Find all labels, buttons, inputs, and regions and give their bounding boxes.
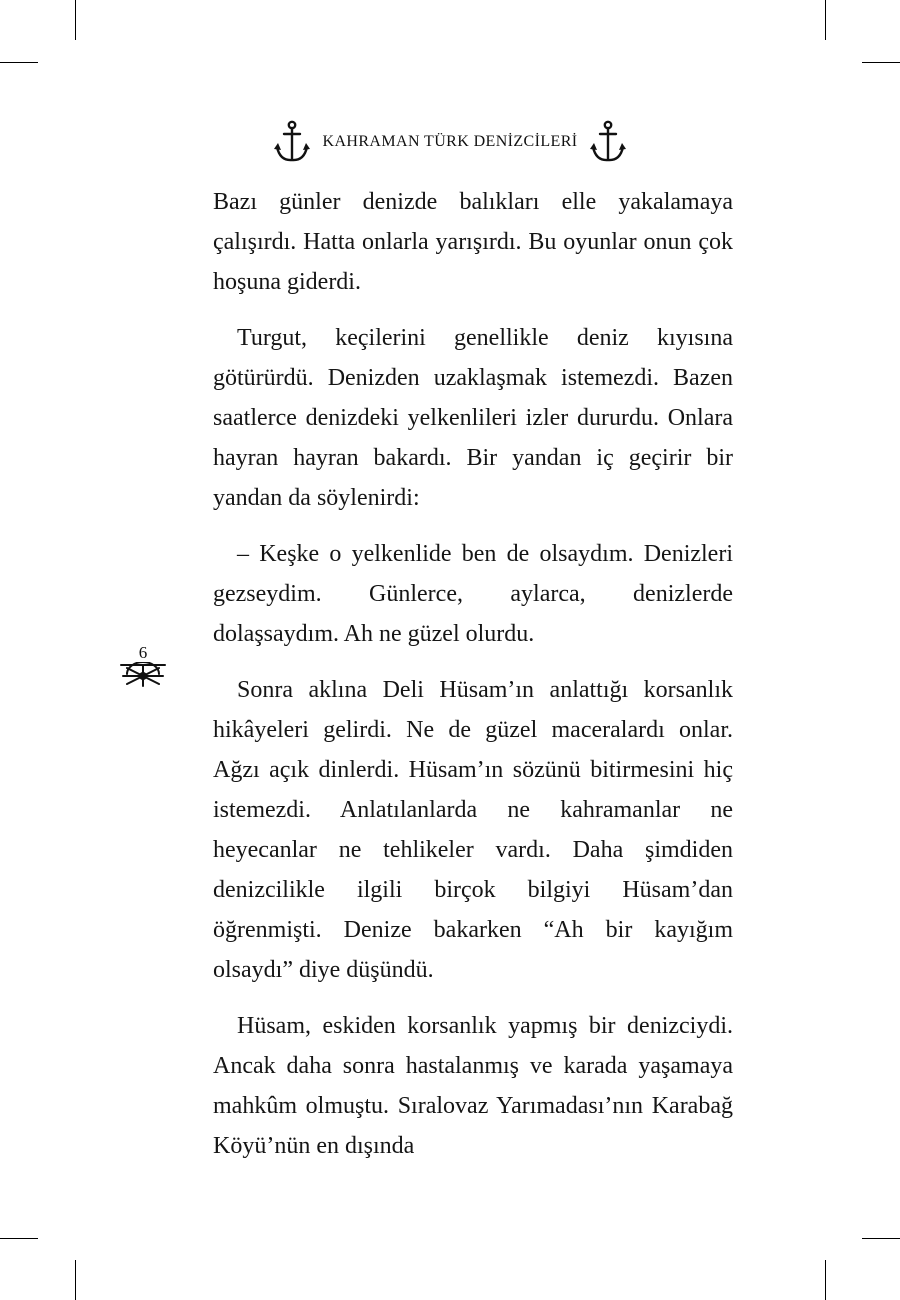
- paragraph: Hüsam, eskiden korsanlık yapmış bir denizciydi. Ancak daha sonra hastalanmış ve karada yaşamaya mahkûm olmuştu. Sıralovaz Yarımadası’nın Karabağ Köyü’nün en dışında: [213, 1013, 733, 1159]
- page-number: 6: [138, 643, 148, 662]
- crop-mark-right-top: [862, 62, 900, 63]
- crop-mark-bottom-right: [825, 1260, 826, 1300]
- running-header-title: KAHRAMAN TÜRK DENİZCİLERİ: [322, 133, 578, 150]
- paragraph: Sonra aklına Deli Hüsam’ın anlattığı korsanlık hikâyeleri gelirdi. Ne de güzel maceralardı onlar. Ağzı açık dinlerdi. Hüsam’ın sözünü bitirmesini hiç istemezdi. Anlatılanlarda ne kahramanlar ne heyecanlar ne tehlikeler vardı. Daha şimdiden denizcilikle ilgili birçok bilgiyi Hüsam’dan öğrenmişti. Denize bakarken “Ah bir kayığım olsaydı” diye düşündü.: [213, 677, 733, 983]
- crop-mark-top-left: [75, 0, 76, 40]
- paragraph: Turgut, keçilerini genellikle deniz kıyısına götürürdü. Denizden uzaklaşmak istemezdi. Bazen saatlerce denizdeki yelkenlileri izler dururdu. Onlara hayran hayran bakardı. Bir yandan iç geçirir bir yandan da söylenirdi:: [213, 325, 733, 511]
- crop-mark-right-bottom: [862, 1238, 900, 1239]
- page-number-block: [118, 644, 168, 688]
- ship-wheel-icon: [119, 662, 167, 688]
- paragraph: – Keşke o yelkenlide ben de olsaydım. Denizleri gezseydim. Günlerce, aylarca, denizlerde dolaşsaydım. Ah ne güzel olurdu.: [213, 541, 733, 647]
- crop-mark-bottom-left: [75, 1260, 76, 1300]
- body-text: [213, 182, 733, 1182]
- running-header: [0, 117, 900, 167]
- crop-mark-left-top: [0, 62, 38, 63]
- crop-mark-top-right: [825, 0, 826, 40]
- anchor-icon: [272, 119, 312, 165]
- paragraph: Bazı günler denizde balıkları elle yakalamaya çalışırdı. Hatta onlarla yarışırdı. Bu oyunlar onun çok hoşuna giderdi.: [213, 189, 733, 295]
- crop-mark-left-bottom: [0, 1238, 38, 1239]
- anchor-icon: [588, 119, 628, 165]
